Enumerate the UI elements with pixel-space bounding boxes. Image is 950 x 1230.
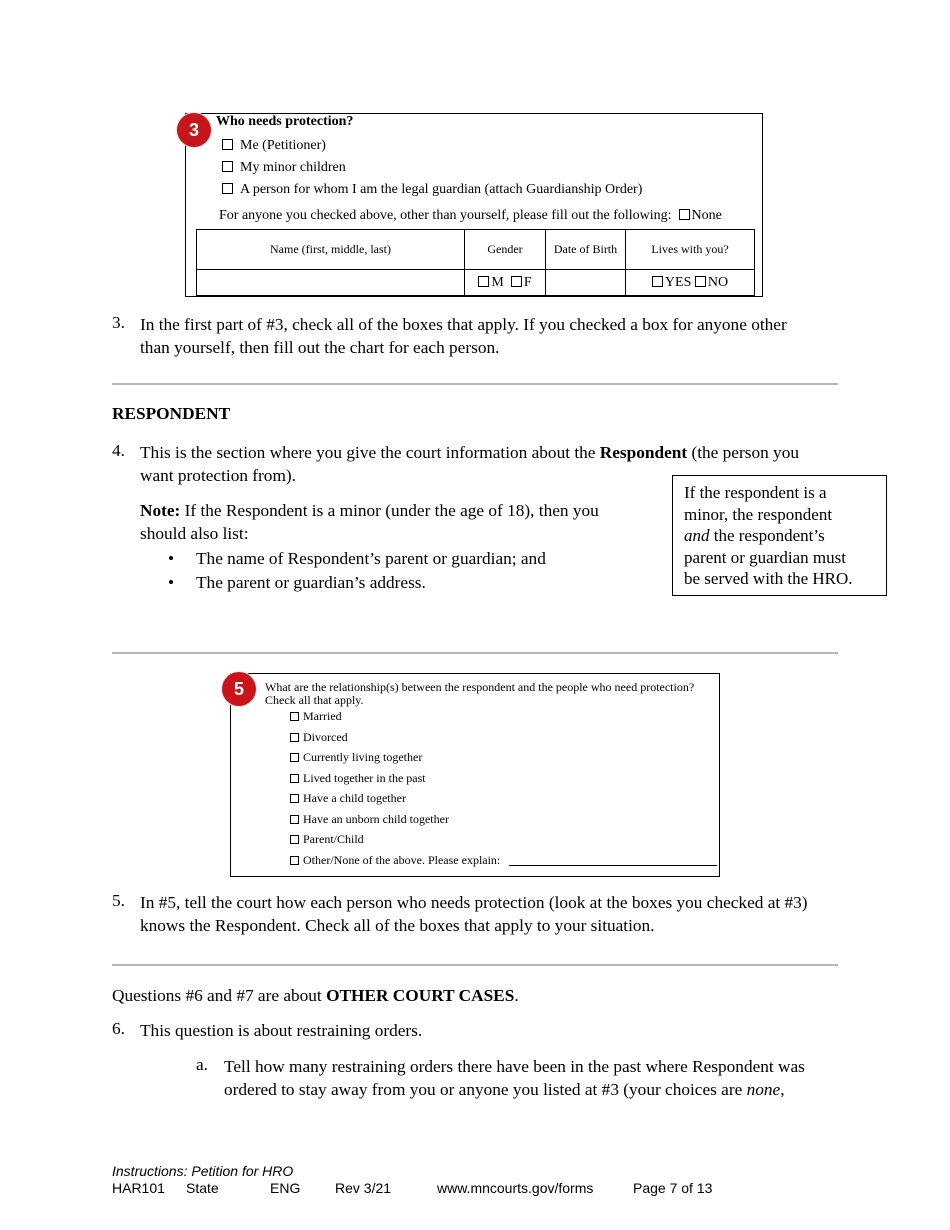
option-divorced[interactable]: Divorced [290,730,348,745]
option-unborn-child-together[interactable]: Have an unborn child together [290,812,449,827]
checkbox-icon[interactable] [695,276,706,287]
question-5-text: What are the relationship(s) between the respondent and the people who need protection? Check all that apply. [265,680,695,707]
footer-language: ENG [270,1180,301,1196]
item-6a-letter: a. [196,1055,208,1074]
item-4-note: Note: If the Respondent is a minor (under the age of 18), then you should also list: [140,501,599,543]
footer-page-number: Page 7 of 13 [633,1180,713,1196]
header-gender: Gender [465,230,546,270]
divider [112,964,838,966]
checkbox-icon[interactable] [478,276,489,287]
footer-form-code: HAR101 [112,1180,165,1196]
item-6a-text: Tell how many restraining orders there have been in the past where Respondent was ordered to stay away from you or anyone you listed at #3 (your choices are none, [224,1057,805,1099]
bullet-icon: • [168,573,175,592]
checkbox-icon[interactable] [222,161,233,172]
item-6-number: 6. [112,1019,125,1038]
footer-url-link[interactable]: www.mncourts.gov/forms [437,1180,594,1196]
item-5-text: In #5, tell the court how each person who needs protection (look at the boxes you checked at #3) knows the Respondent. Check all of the boxes that apply to your situation. [140,893,808,935]
sidebar-note: If the respondent is a minor, the respondent and the respondent’s parent or guardian must be served with the HRO. [672,475,887,596]
badge-5: 5 [222,672,256,706]
checkbox-icon[interactable] [290,794,299,803]
other-court-cases-intro: Questions #6 and #7 are about OTHER COURT CASES. [112,986,519,1005]
explain-input-line[interactable] [509,865,717,866]
list-item: • The parent or guardian’s address. [168,573,426,592]
header-dob: Date of Birth [546,230,626,270]
fill-out-line: For anyone you checked above, other than yourself, please fill out the following: None [219,208,722,223]
cell-lives-with: YES NO [626,270,755,296]
cell-dob-input[interactable] [546,270,626,296]
item-3-number: 3. [112,313,125,332]
bullet-list [168,547,546,594]
divider [112,652,838,654]
checkbox-icon[interactable] [222,139,233,150]
option-parent-child[interactable]: Parent/Child [290,832,364,847]
checkbox-icon[interactable] [290,733,299,742]
divider [112,383,838,385]
none-checkbox-icon[interactable] [679,209,690,220]
header-name: Name (first, middle, last) [197,230,465,270]
option-currently-living-together[interactable]: Currently living together [290,750,422,765]
cell-gender: M F [465,270,546,296]
item-4-number: 4. [112,441,125,460]
item-6-text: This question is about restraining orders. [140,1021,423,1040]
footer-revision: Rev 3/21 [335,1180,392,1196]
option-legal-guardian[interactable]: A person for whom I am the legal guardian (attach Guardianship Order) [222,182,642,198]
checkbox-icon[interactable] [290,815,299,824]
option-other-none[interactable]: Other/None of the above. Please explain: [290,853,500,868]
option-child-together[interactable]: Have a child together [290,791,406,806]
checkbox-icon[interactable] [290,712,299,721]
checkbox-icon[interactable] [222,183,233,194]
item-4-text: This is the section where you give the court information about the Respondent (the person you want protection from). [140,443,799,485]
checkbox-icon[interactable] [652,276,663,287]
checkbox-icon[interactable] [290,856,299,865]
item-5-number: 5. [112,891,125,910]
protected-persons-table [196,229,755,296]
cell-name-input[interactable] [197,270,465,296]
list-item: • The name of Respondent’s parent or guardian; and [168,549,546,568]
checkbox-icon[interactable] [290,835,299,844]
header-lives-with: Lives with you? [626,230,755,270]
checkbox-icon[interactable] [511,276,522,287]
option-me-petitioner[interactable]: Me (Petitioner) [222,138,326,154]
checkbox-icon[interactable] [290,774,299,783]
option-lived-together-past[interactable]: Lived together in the past [290,771,426,786]
question-3-title: Who needs protection? [216,114,354,129]
badge-3: 3 [177,113,211,147]
section-heading-respondent: RESPONDENT [112,404,231,423]
footer-title: Instructions: Petition for HRO [112,1163,294,1179]
checkbox-icon[interactable] [290,753,299,762]
option-minor-children[interactable]: My minor children [222,160,346,176]
footer-jurisdiction: State [186,1180,219,1196]
item-3-text: In the first part of #3, check all of the boxes that apply. If you checked a box for anyone other than yourself, then fill out the chart for each person. [140,315,787,357]
option-married[interactable]: Married [290,709,342,724]
bullet-icon: • [168,549,175,568]
